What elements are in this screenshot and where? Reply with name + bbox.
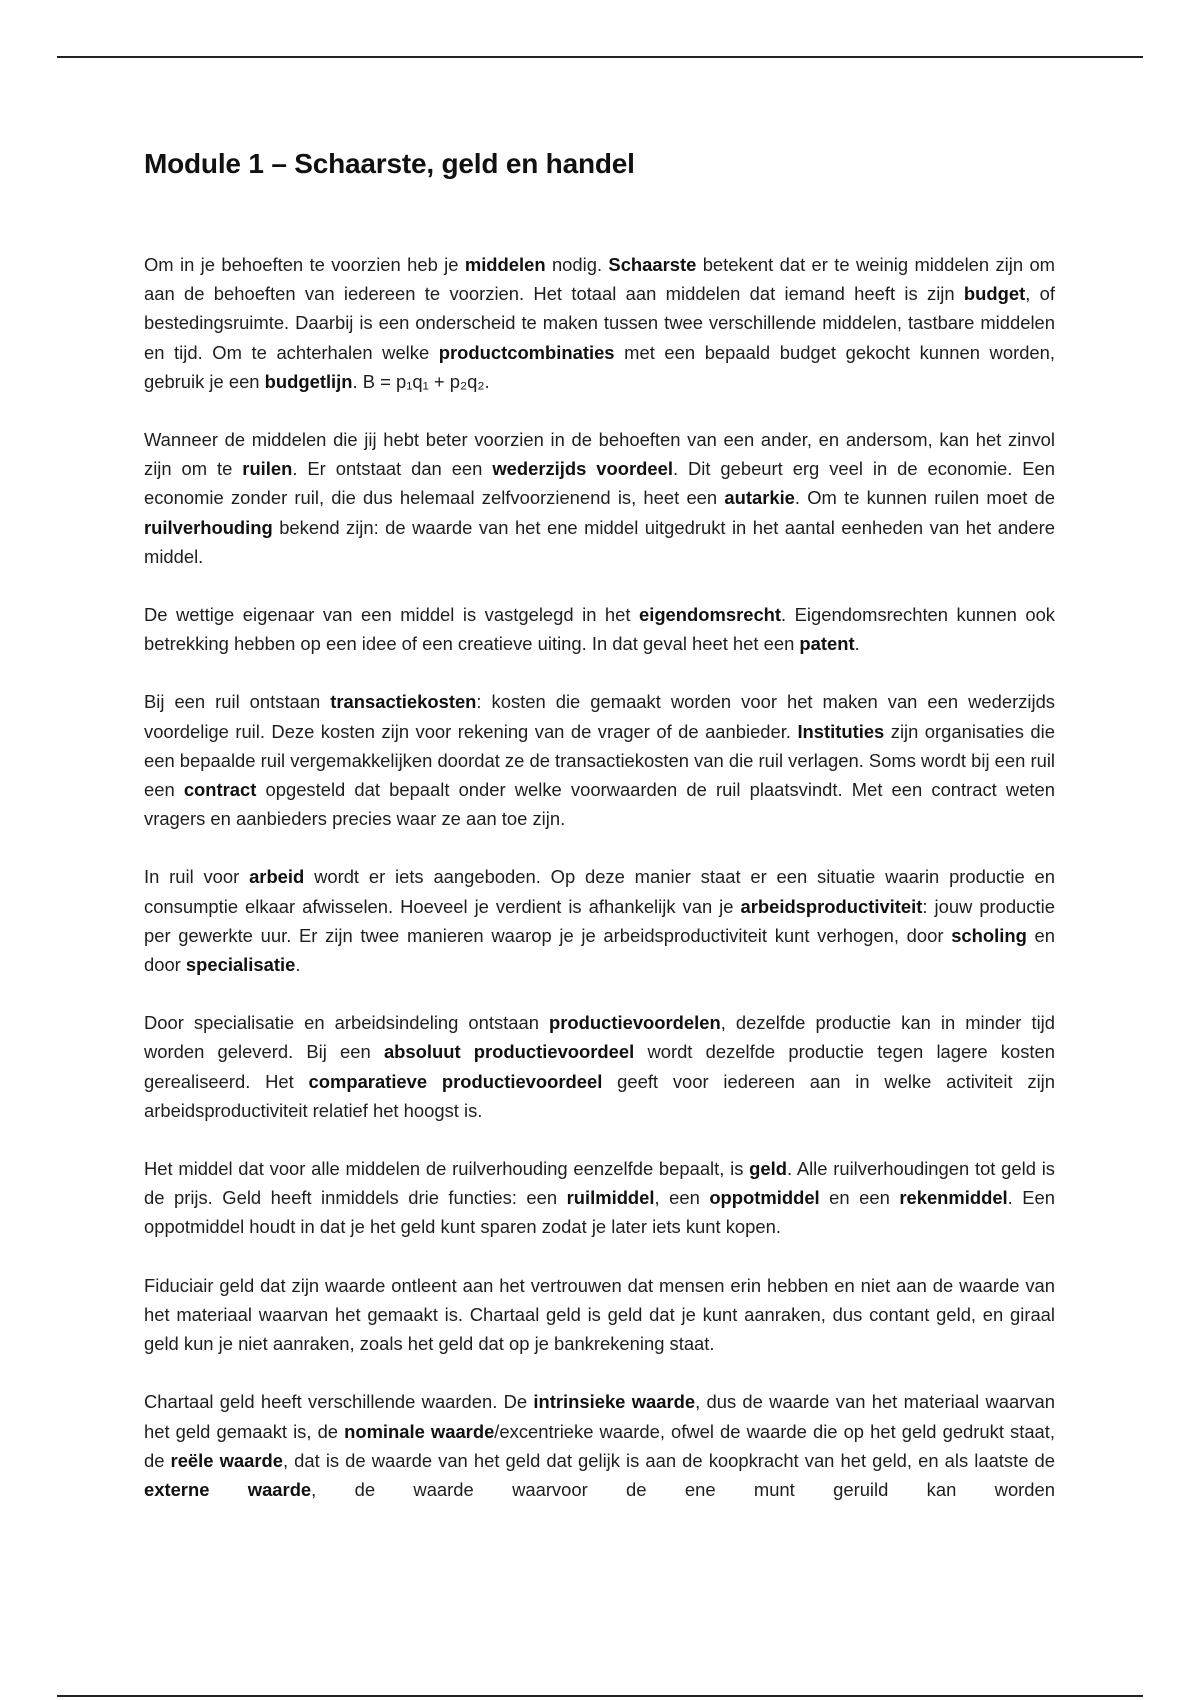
text-run: en een — [819, 1187, 900, 1209]
paragraph — [144, 1008, 1055, 1125]
key-term: ruilen — [242, 458, 293, 480]
text-run: , of bestedingsruimte. Daarbij is een onderscheid te maken tussen twee verschillende middelen, tastbare middelen en tijd. Om te achterhalen welke — [144, 283, 1055, 363]
key-term: comparatieve productievoordeel — [308, 1070, 603, 1092]
key-term: scholing — [951, 924, 1027, 946]
text-run: wordt er iets aangeboden. Op deze manier staat er een situatie waarin productie en consumptie elkaar afwisselen. Hoeveel je verdient is afhankelijk van je — [144, 866, 1055, 917]
paragraph — [144, 425, 1055, 571]
key-term: eigendomsrecht — [638, 604, 782, 626]
key-term: patent — [799, 633, 855, 655]
key-term: autarkie — [724, 487, 795, 509]
key-term: arbeid — [249, 866, 305, 888]
key-term: reële waarde — [170, 1449, 283, 1471]
text-run: opgesteld dat bepaalt onder welke voorwaarden de ruil plaatsvindt. Met een contract weten vragers en aanbieders precies waar ze aan toe zijn. — [144, 779, 1055, 830]
key-term: budget — [963, 283, 1026, 305]
key-term: middelen — [464, 254, 546, 275]
key-term: geld — [749, 1158, 787, 1180]
text-run: Om in je behoeften te voorzien heb je — [144, 254, 465, 275]
text-run: geeft voor iedereen aan in welke activiteit zijn arbeidsproductiviteit relatief het hoogst is. — [144, 1070, 1055, 1121]
paragraph — [144, 1271, 1055, 1359]
text-run: nodig. — [545, 254, 609, 275]
key-term: absoluut productievoordeel — [383, 1041, 635, 1063]
key-term: Schaarste — [608, 254, 697, 275]
text-run: Fiduciair geld dat zijn waarde ontleent aan het vertrouwen dat mensen erin hebben en niet aan de waarde van het materiaal waarvan het gemaakt is. Chartaal geld is geld dat je kunt aanraken, dus contant geld, en giraal geld kun je niet aanraken, zoals het geld dat op je bankrekening staat. — [144, 1274, 1055, 1355]
paragraph — [144, 687, 1055, 833]
text-run: . Alle ruilverhoudingen tot geld is de prijs. Geld heeft inmiddels drie functies: een — [144, 1158, 1055, 1209]
key-term: productcombinaties — [438, 341, 615, 363]
key-term: nominale waarde — [344, 1420, 495, 1442]
text-run: Bij een ruil ontstaan — [144, 691, 331, 713]
key-term: specialisatie — [185, 954, 296, 976]
text-run: : kosten die gemaakt worden voor het maken van een wederzijds voordelige ruil. Deze kosten zijn voor rekening van de vrager of de aanbieder. — [144, 691, 1055, 742]
key-term: rekenmiddel — [899, 1187, 1008, 1209]
text-run: : jouw productie per gewerkte uur. Er zijn twee manieren waarop je je arbeidsproductiviteit kunt verhogen, door — [144, 895, 1055, 946]
text-run: Wanneer de middelen die jij hebt beter voorzien in de behoeften van een ander, en andersom, kan het zinvol zijn om te — [144, 429, 1055, 480]
text-run: , een — [654, 1187, 710, 1209]
text-run: bekend zijn: de waarde van het ene middel uitgedrukt in het aantal eenheden van het andere middel. — [144, 516, 1055, 567]
text-run: . — [854, 633, 860, 655]
key-term: wederzijds voordeel — [492, 458, 673, 480]
key-term: contract — [183, 779, 257, 801]
document-body — [144, 146, 1055, 1533]
text-run: Het middel dat voor alle middelen de ruilverhouding eenzelfde bepaalt, is — [144, 1158, 750, 1180]
text-run: . Dit gebeurt erg veel in de economie. Een economie zonder ruil, die dus helemaal zelfvoorzienend is, heet een — [144, 458, 1056, 509]
text-run: betekent dat er te weinig middelen zijn om aan de behoeften van iedereen te voorzien. Het totaal aan middelen dat iemand heeft is zijn — [144, 254, 1055, 305]
text-run: . Er ontstaat dan een — [292, 458, 493, 480]
paragraph — [144, 1387, 1055, 1504]
header-rule — [57, 56, 1143, 58]
paragraph — [144, 600, 1055, 658]
text-run: De wettige eigenaar van een middel is vastgelegd in het — [144, 604, 639, 626]
paragraph — [144, 1154, 1055, 1242]
text-run: . B = p₁q₁ + p₂q₂. — [352, 370, 490, 392]
text-run: . Een oppotmiddel houdt in dat je het geld kunt sparen zodat je later iets kunt kopen. — [144, 1187, 1056, 1238]
key-term: transactiekosten — [330, 691, 477, 713]
key-term: externe waarde — [144, 1478, 312, 1500]
key-term: oppotmiddel — [709, 1187, 820, 1209]
text-run: /excentrieke waarde, ofwel de waarde die op het geld gedrukt staat, de — [144, 1420, 1055, 1471]
text-run: , dat is de waarde van het geld dat gelijk is aan de koopkracht van het geld, en als laatste de — [282, 1449, 1055, 1471]
text-run: zijn organisaties die een bepaalde ruil vergemakkelijken doordat ze de transactiekosten van die ruil verlagen. Soms wordt bij een ruil een — [144, 720, 1055, 801]
footer-rule — [57, 1695, 1143, 1697]
paragraph — [144, 250, 1055, 396]
text-run: Chartaal geld heeft verschillende waarden. De — [144, 1391, 534, 1413]
paragraph-list — [144, 250, 1055, 1504]
key-term: productievoordelen — [549, 1012, 721, 1034]
text-run: . Eigendomsrechten kunnen ook betrekking hebben op een idee of een creatieve uiting. In dat geval heet het een — [144, 604, 1055, 655]
text-run: met een bepaald budget gekocht kunnen worden, gebruik je een — [144, 341, 1055, 392]
page-title: Module 1 – Schaarste, geld en handel — [144, 148, 635, 179]
text-run: Door specialisatie en arbeidsindeling ontstaan — [144, 1012, 550, 1034]
text-run: . Om te kunnen ruilen moet de — [794, 487, 1055, 509]
key-term: intrinsieke waarde — [533, 1391, 696, 1413]
text-run: wordt dezelfde productie tegen lagere kosten gerealiseerd. Het — [144, 1041, 1055, 1092]
key-term: budgetlijn — [264, 370, 353, 392]
text-run: In ruil voor — [144, 866, 250, 888]
text-run: , dus de waarde van het materiaal waarvan het geld gemaakt is, de — [144, 1391, 1056, 1442]
text-run: , dezelfde productie kan in minder tijd worden geleverd. Bij een — [144, 1012, 1055, 1063]
text-run: , de waarde waarvoor de ene munt geruild kan worden — [311, 1478, 1055, 1500]
text-run: . — [295, 954, 301, 976]
key-term: ruilverhouding — [144, 516, 273, 538]
key-term: arbeidsproductiviteit — [740, 895, 923, 917]
paragraph — [144, 862, 1055, 979]
key-term: ruilmiddel — [566, 1187, 655, 1209]
key-term: Instituties — [797, 720, 885, 742]
text-run: en door — [144, 924, 1055, 976]
